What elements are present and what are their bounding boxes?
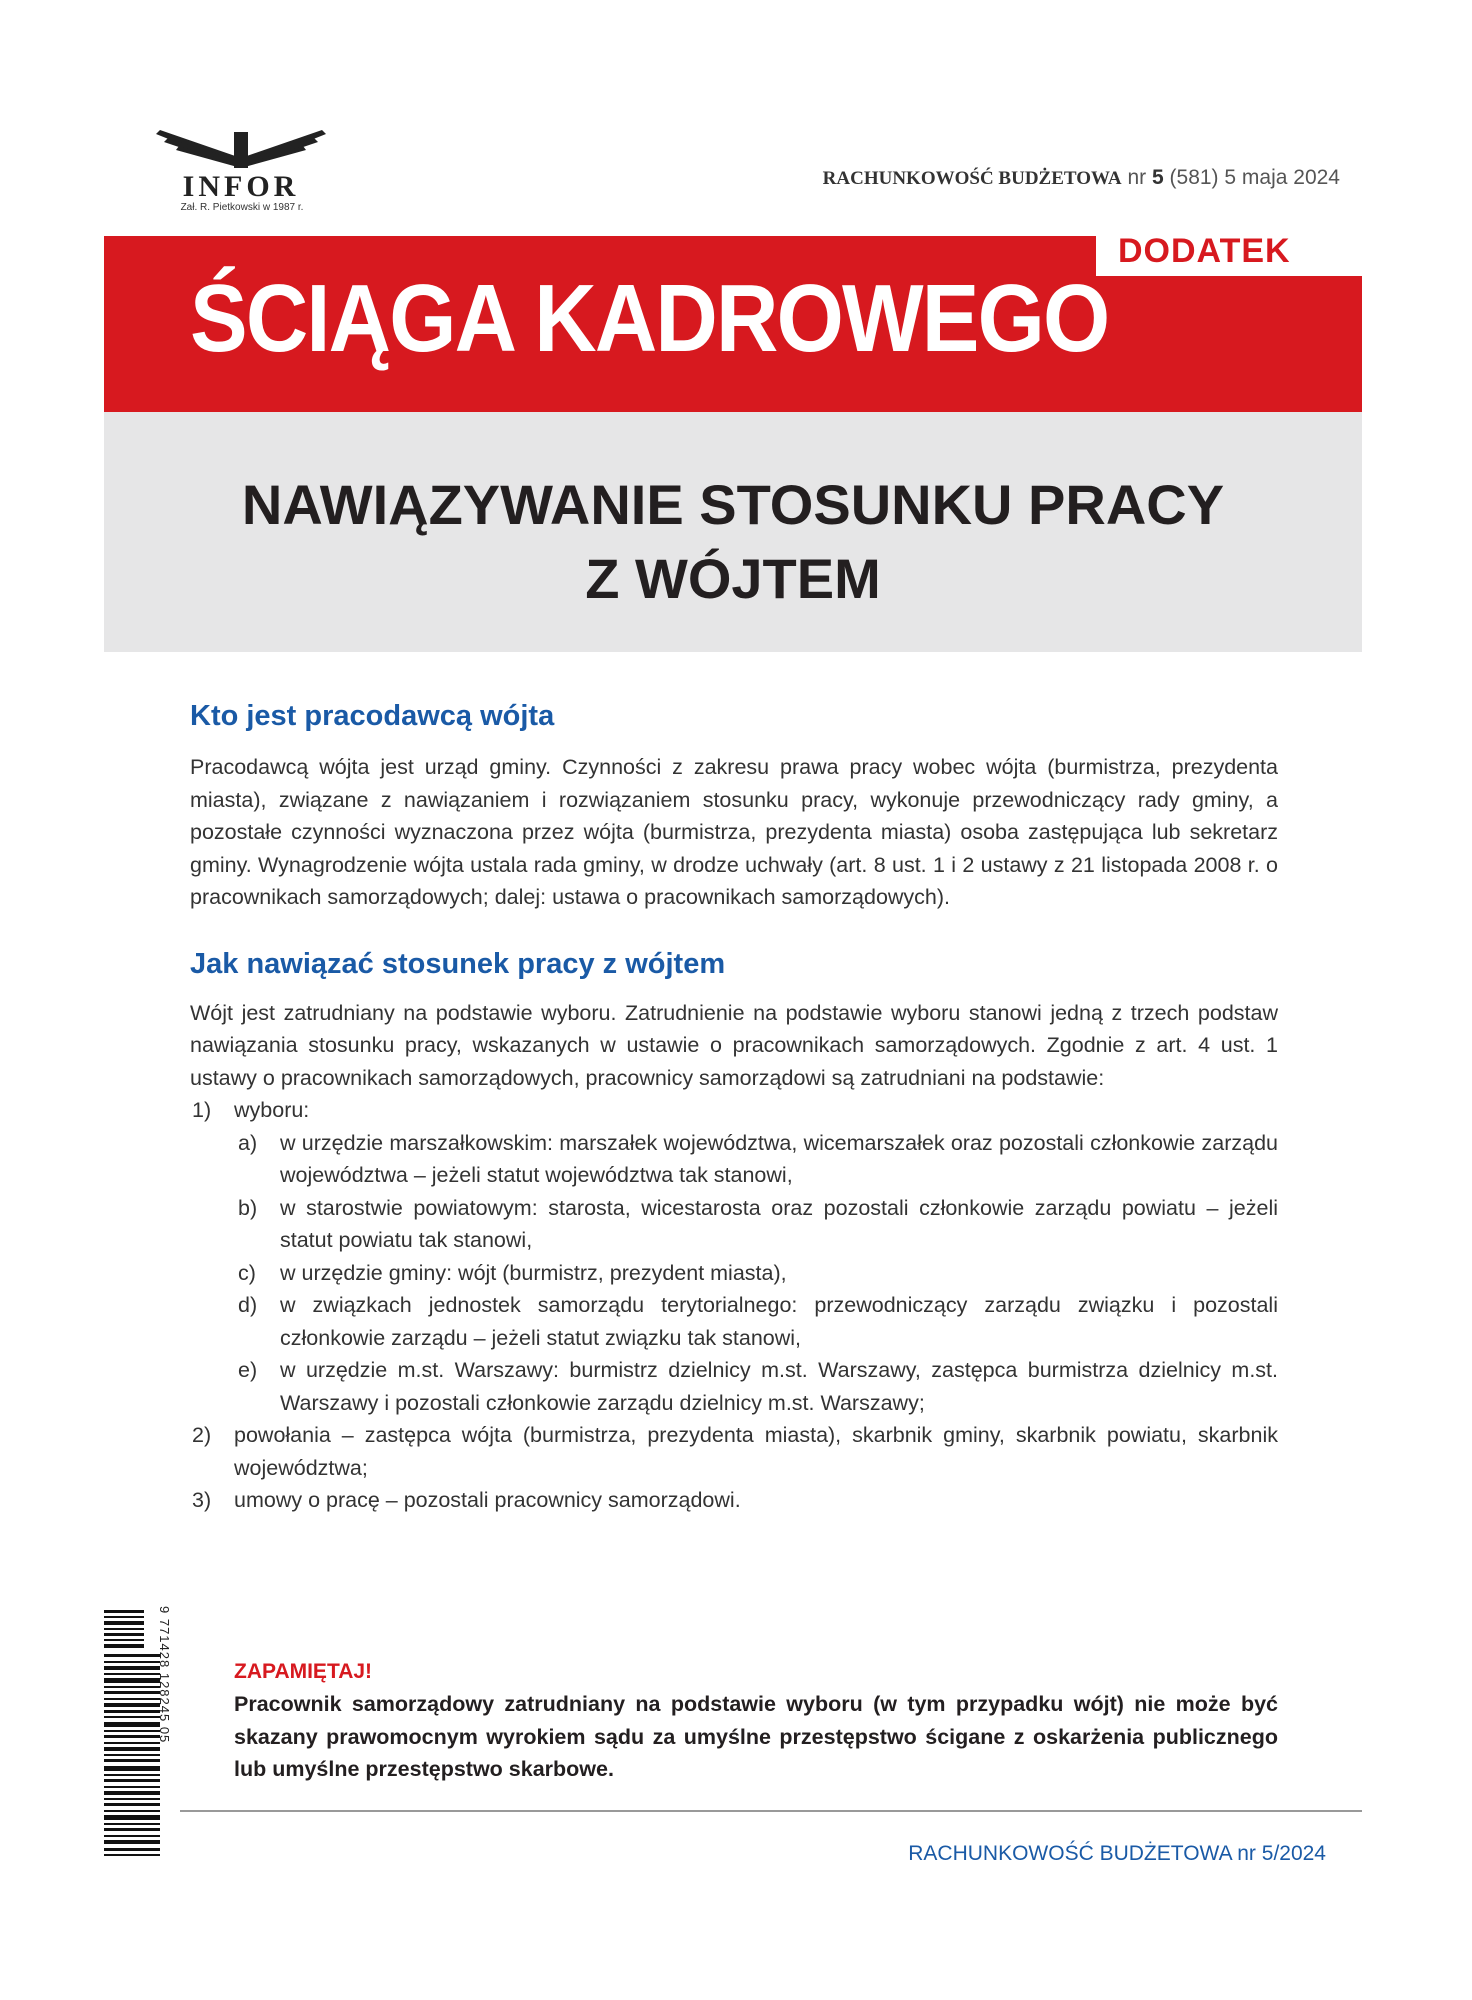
section-paragraph-employer: Pracodawcą wójta jest urząd gminy. Czynności z zakresu prawa pracy wobec wójta (burmistrza, prezydenta miasta), związane z nawiązaniem i rozwiązaniem stosunku pracy, wykonuje przewodniczący rady gminy, a pozostałe czynności wyznaczona przez wójta (burmistrza, prezydenta miasta) osoba zastępująca lub sekretarz gminy. Wynagrodzenie wójta ustala rada gminy, w drodze uchwały (art. 8 ust. 1 i 2 ustawy z 21 listopada 2008 r. o pracownikach samorządowych; dalej: ustawa o pracownikach samorządowych). (190, 755, 1278, 909)
section-paragraph-employment: Wójt jest zatrudniany na podstawie wyboru. Zatrudnienie na podstawie wyboru stanowi jedną z trzech podstaw nawiązania stosunku pracy, wskazanych w ustawie o pracownikach samorządowych. Zgodnie z art. 4 ust. 1 ustawy o pracownikach samorządowych, pracownicy samorządowi są zatrudniani na podstawie: (190, 1000, 1278, 1090)
issue-number: 5 (1152, 166, 1164, 189)
barcode-icon (104, 1606, 160, 1860)
sublist-item (234, 1127, 1278, 1192)
remember-text: Pracownik samorządowy zatrudniany na podstawie wyboru (w tym przypadku wójt) nie może być skazany prawomocnym wyrokiem sądu za umyślne przestępstwo ścigane z oskarżenia publicznego lub umyślne przestępstwo skarbowe. (234, 1692, 1278, 1781)
list-marker: 1) (192, 1098, 212, 1122)
section-heading-employment: Jak nawiązać stosunek pracy z wójtem (190, 947, 726, 980)
sublist-marker: c) (238, 1260, 256, 1285)
sublist-item (234, 1289, 1278, 1354)
page-title-line1: NAWIĄZYWANIE STOSUNKU PRACY (241, 473, 1225, 536)
issue-nr-prefix: nr (1127, 166, 1147, 189)
sublist-marker: e) (238, 1358, 258, 1382)
sublist-item-text: w urzędzie m.st. Warszawy: burmistrz dzielnicy m.st. Warszawy, zastępca burmistrza dzielnicy m.st. Warszawy i pozostali członkowie zarządu dzielnicy m.st. Warszawy; (280, 1358, 1278, 1415)
supplement-tag: DODATEK (1118, 232, 1291, 270)
list-marker: 2) (192, 1423, 212, 1447)
sublist-item (234, 1257, 1278, 1290)
sublist-item (234, 1354, 1278, 1419)
publication-name: RACHUNKOWOŚĆ BUDŻETOWA (822, 168, 1122, 189)
page-title-line2: Z WÓJTEM (585, 547, 881, 610)
election-sublist (234, 1127, 1278, 1420)
sublist-item (234, 1192, 1278, 1257)
remember-box (234, 1660, 1278, 1786)
list-marker: 3) (192, 1488, 212, 1512)
footer-publication: RACHUNKOWOŚĆ BUDŻETOWA nr 5/2024 (908, 1842, 1326, 1865)
list-item-text: umowy o pracę – pozostali pracownicy samorządowi. (234, 1488, 741, 1512)
wings-emblem-icon (146, 128, 336, 172)
list-item-text: powołania – zastępca wójta (burmistrza, prezydenta miasta), skarbnik gminy, skarbnik powiatu, skarbnik województwa; (234, 1423, 1278, 1480)
logo-subtitle: Zał. R. Pietkowski w 1987 r. (180, 202, 304, 213)
remember-title: ZAPAMIĘTAJ! (234, 1660, 373, 1683)
sublist-marker: a) (238, 1130, 258, 1155)
footer-rule (180, 1810, 1362, 1812)
sublist-marker: d) (238, 1293, 258, 1317)
issue-overall: (581) (1169, 166, 1219, 189)
sublist-item-text: w urzędzie gminy: wójt (burmistrz, prezydent miasta), (280, 1260, 787, 1285)
logo-wordmark: INFOR (182, 170, 300, 203)
masthead-title: ŚCIĄGA KADROWEGO (190, 265, 1109, 372)
list-item (190, 1419, 1278, 1484)
article-body (190, 700, 1278, 1517)
publisher-logo (146, 128, 336, 214)
sublist-item-text: w związkach jednostek samorządu terytorialnego: przewodniczący zarządu związku i pozostali członkowie zarządu – jeżeli statut związku tak stanowi, (280, 1293, 1278, 1350)
barcode-digits: 9 771428 128245 05 (157, 1606, 172, 1744)
employment-basis-list (190, 1094, 1278, 1517)
list-item-text: wyboru: (234, 1098, 310, 1122)
page-title (104, 468, 1362, 616)
sublist-marker: b) (238, 1195, 258, 1220)
list-item (190, 1094, 1278, 1419)
section-heading-employer: Kto jest pracodawcą wójta (190, 700, 555, 732)
sublist-item-text: w urzędzie marszałkowskim: marszałek województwa, wicemarszałek oraz pozostali członkowie zarządu województwa – jeżeli statut województwa tak stanowi, (280, 1130, 1278, 1187)
issue-date: 5 maja 2024 (1224, 166, 1340, 189)
issue-info (823, 166, 1340, 190)
list-item (190, 1484, 1278, 1517)
sublist-item-text: w starostwie powiatowym: starosta, wicestarosta oraz pozostali członkowie zarządu powiatu – jeżeli statut powiatu tak stanowi, (280, 1195, 1278, 1252)
